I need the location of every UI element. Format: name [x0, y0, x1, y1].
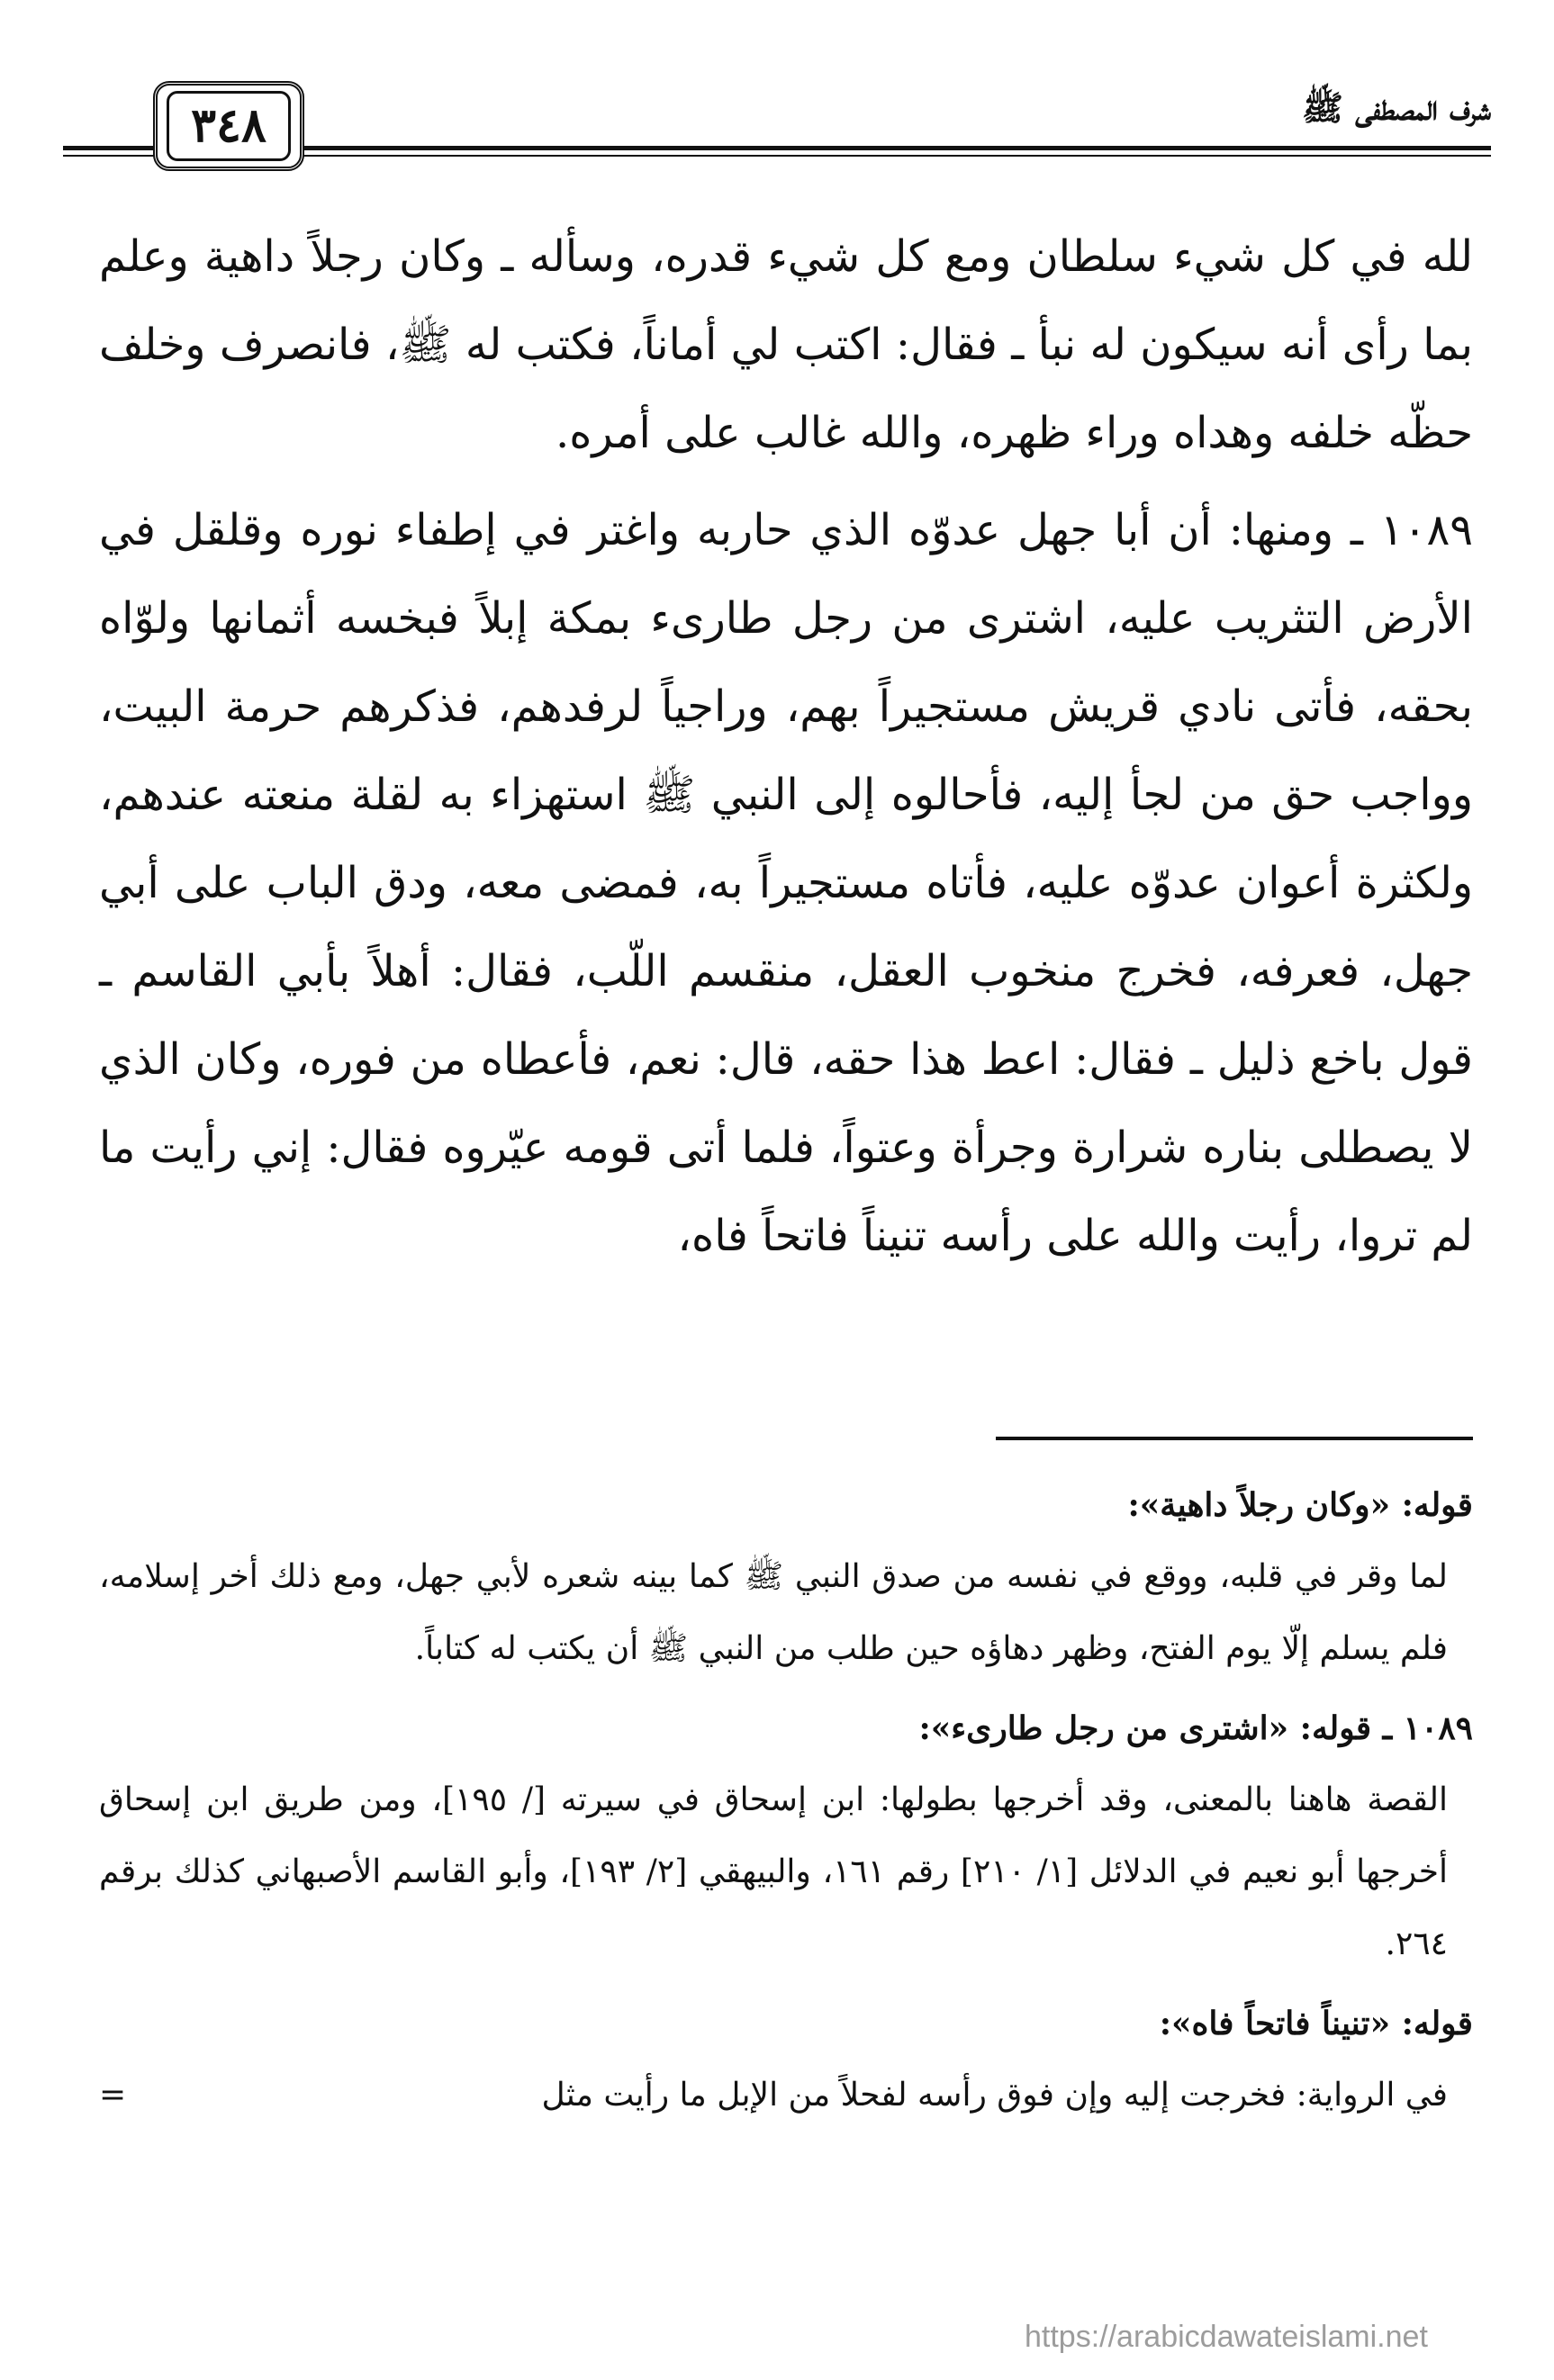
footnote-body-row [99, 2060, 1473, 2132]
footnote [99, 1469, 1473, 1685]
footnote-quote: «اشترى من رجل طارىء»: [918, 1709, 1289, 1747]
footnote-heading [99, 1469, 1473, 1541]
footnote-quote: «وكان رجلاً داهية»: [1127, 1486, 1391, 1524]
footnote-heading [99, 1692, 1473, 1764]
running-header [63, 81, 1491, 180]
footnote-body: القصة هاهنا بالمعنى، وقد أخرجها بطولها: ابن إسحاق في سيرته [/ ١٩٥]، ومن طريق ابن إسحاق أخرجها أبو نعيم في الدلائل [١/ ٢١٠] رقم ١٦١، والبيهقي [٢/ ١٩٣]، وأبو القاسم الأصبهاني كذلك برقم ٢٦٤. [99, 1781, 1449, 1962]
footnote [99, 1988, 1473, 2132]
footnote-quote: «تنيناً فاتحاً فاه»: [1159, 2005, 1391, 2042]
footnotes [99, 1469, 1473, 2139]
footnote-label: ١٠٨٩ ـ قوله: [1299, 1709, 1473, 1747]
main-paragraph-1: لله في كل شيء سلطان ومع كل شيء قدره، وسأله ـ وكان رجلاً داهية وعلم بما رأى أنه سيكون له نبأ ـ فقال: اكتب لي أماناً، فكتب له ﷺ، فانصرف وخلف حظّه خلفه وهداه وراء ظهره، والله غالب على أمره. [99, 231, 1473, 458]
footnote-separator [996, 1437, 1473, 1440]
running-title: شرف المصطفى ﷺ [1302, 87, 1491, 128]
footnote-body: في الرواية: فخرجت إليه وإن فوق رأسه لفحلاً من الإبل ما رأيت مثل [541, 2077, 1448, 2114]
footnote-label: قوله: [1401, 2005, 1473, 2042]
footnote [99, 1692, 1473, 1980]
main-paragraph-2: ١٠٨٩ ـ ومنها: أن أبا جهل عدوّه الذي حاربه واغتر في إطفاء نوره وقلقل في الأرض التثريب عليه، اشترى من رجل طارىء بمكة إبلاً فبخسه أثمانها ولوّاه بحقه، فأتى نادي قريش مستجيراً بهم، وراجياً لرفدهم، فذكرهم حرمة البيت، وواجب حق من لجأ إليه، فأحالوه إلى النبي ﷺ استهزاء به لقلة منعته عندهم، ولكثرة أعوان عدوّه عليه، فأتاه مستجيراً به، فمضى معه، ودق الباب على أبي جهل، فعرفه، فخرج منخوب العقل، منقسم اللّب، فقال: أهلاً بأبي القاسم ـ قول باخع ذليل ـ فقال: اعط هذا حقه، قال: نعم، فأعطاه من فوره، وكان الذي لا يصطلى بناره شرارة وجرأة وعتواً، فلما أتى قومه عيّروه فقال: إني رأيت ما لم تروا، رأيت والله على رأسه تنيناً فاتحاً فاه، [99, 505, 1474, 1261]
footnote-heading [99, 1988, 1473, 2060]
footnote-body: لما وقر في قلبه، ووقع في نفسه من صدق النبي ﷺ كما بينه شعره لأبي جهل، ومع ذلك أخر إسلامه، فلم يسلم إلّا يوم الفتح، وظهر دهاؤه حين طلب من النبي ﷺ أن يكتب له كتاباً. [99, 1558, 1448, 1667]
page-number: ٣٤٨ [167, 91, 291, 161]
continuation-mark: = [99, 2077, 127, 2114]
main-text [99, 212, 1473, 1289]
watermark-url: https://arabicdawateislami.net [1025, 2320, 1428, 2354]
page-number-frame [153, 81, 304, 171]
footnote-label: قوله: [1401, 1486, 1473, 1524]
